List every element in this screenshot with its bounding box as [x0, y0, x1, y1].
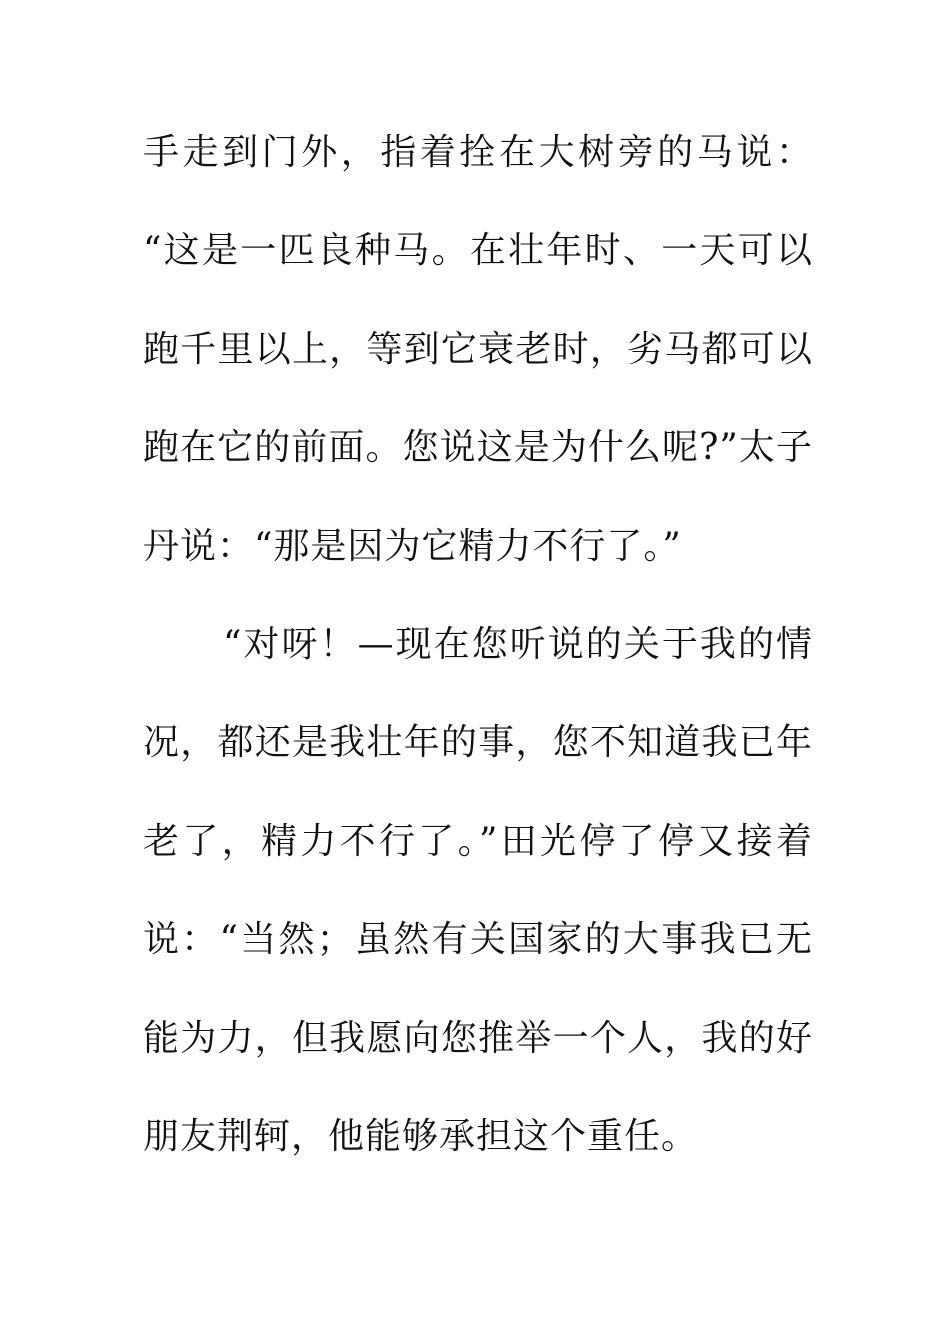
text-line: 况，都还是我壮年的事，您不知道我已年 [143, 722, 813, 764]
text-line: 老了，精力不行了。”田光停了停又接着 [143, 820, 813, 862]
text-line: 朋友荆轲，他能够承担这个重任。 [143, 1115, 699, 1157]
text-line: 跑在它的前面。您说这是为什么呢?”太子 [143, 427, 813, 469]
text-line: “这是一匹良种马。在壮年时、一天可以 [143, 230, 813, 272]
body-text [143, 124, 813, 1206]
text-line: 跑千里以上，等到它衰老时，劣马都可以 [143, 328, 813, 370]
paragraph-first-line: “对呀！—现在您听说的关于我的情 [223, 623, 813, 665]
text-line: 说：“当然；虽然有关国家的大事我已无 [143, 919, 813, 961]
text-line: 丹说：“那是因为它精力不行了。” [143, 525, 682, 567]
text-line: 手走到门外，指着拴在大树旁的马说： [143, 132, 813, 173]
text-line: 能为力，但我愿向您推举一个人，我的好 [143, 1017, 813, 1059]
